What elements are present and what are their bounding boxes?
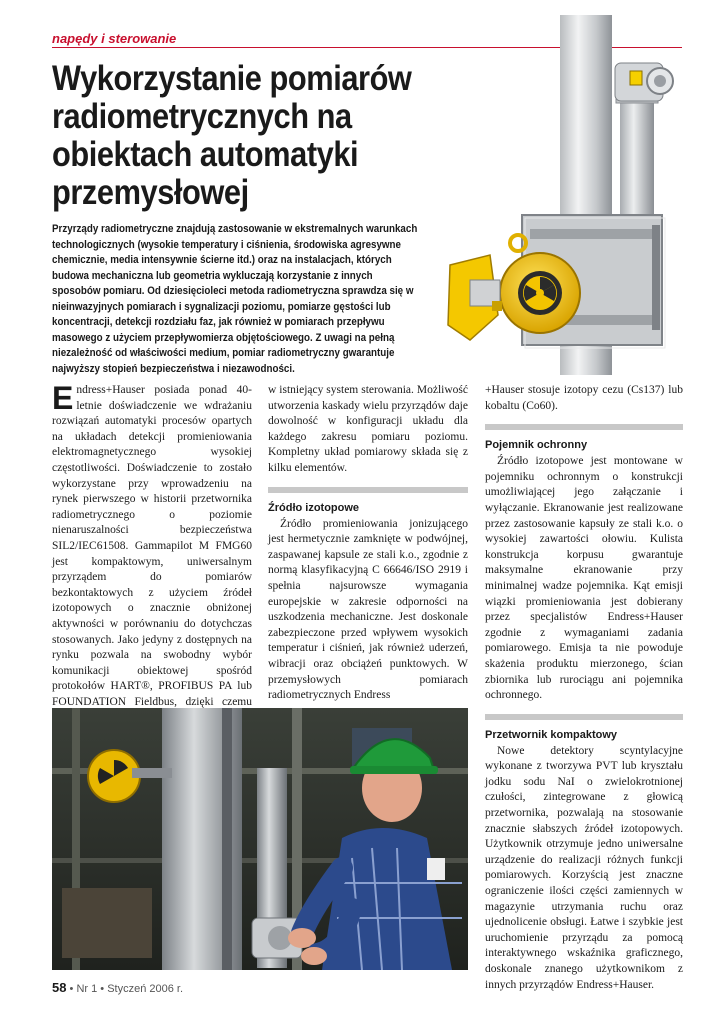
- page-number: 58: [52, 980, 67, 995]
- heading-zrodlo-izotopowe: Źródło izotopowe: [268, 487, 468, 515]
- drop-cap: E: [52, 380, 74, 416]
- zrodlo-izotopowe-text-part-2: +Hauser stosuje izotopy cezu (Cs137) lub kobaltu (Co60).: [485, 384, 683, 412]
- article-title: Wykorzystanie pomiarów radiometrycznych na obiektach automatyki przemysłowej: [52, 59, 412, 212]
- installation-photo: [52, 708, 468, 970]
- zrodlo-izotopowe-text-part-1: Źródło promieniowania jonizującego jest hermetycznie zamknięte w podwójnej, zaspawanej kapsule ze stali k.o., zgodnie z normą klasyfikacyjną C 66646/ISO 2919 i spełnia najsurowsze wymagania europejskie w zakresie odporności na uszkodzenia mechaniczne. Jest doskonale zabezpieczone przed wpływem wysokich temperatur i ciśnień, jak również uderzeń, wibracji oraz obciążeń punktowych. W przemysłowych pomiarach radiometrycznych Endress: [268, 517, 468, 702]
- column-1: [52, 380, 252, 726]
- section-label: napędy i sterowanie: [52, 31, 177, 46]
- hero-illustration: [430, 15, 720, 375]
- pojemnik-ochronny-text: Źródło izotopowe jest montowane w pojemniku ochronnym o konstrukcji umożliwiającej jego załączanie i wyłączanie. Ekranowanie jest realizowane przez zastosowanie kapsuły ze stali k.o. o wysokiej zawartości ołowiu. Kulista konstrukcja korpusu gwarantuje maksymalne ekranowanie przy minimalnej wadze pojemnika. Kąt emisji wiązki promieniowania jest dobierany przez specjalistów Endress+Hauser zgodnie z wymaganiami zadania pomiarowego. Emisja ta nie powoduje skażenia produktu mierzonego, ścian zbiornika lub rurociągu ani pojemnika ochronnego.: [485, 455, 683, 702]
- issue-number: Nr 1: [76, 983, 98, 995]
- separator-bullet: •: [69, 983, 74, 995]
- separator-bullet: •: [100, 983, 105, 995]
- intro-text-part-2: w istniejący system sterowania. Możliwość utworzenia kaskady wielu przyrządów daje dowolność w konfiguracji układu dla każdego zakresu pomiaru poziomu. Kompletny układ pomiarowy składa się z kilku elementów.: [268, 384, 468, 474]
- heading-przetwornik-kompaktowy: Przetwornik kompaktowy: [485, 714, 683, 742]
- body-paragraph-intro: [52, 380, 252, 726]
- page-footer: [52, 980, 183, 995]
- intro-text-part-1: ndress+Hauser posiada ponad 40-letnie doświadczenie we wdrażaniu rozwiązań automatyki procesów opartych na układach detekcji promieniowania elektromagnetycznego wysokiej częstotliwości. Doświadczenie to zostało wykorzystane przy wprowadzeniu na rynek pierwszego w historii przetwornika radiometrycznego o poziomie nienaruszalności bezpieczeństwa SIL2/IEC61508. Gammapilot M FMG60 jest kompaktowym, uniwersalnym przyrządem do pomiarów bezkontaktowych z użyciem źródeł izotopowych o znacznie obniżonej aktywności w porównaniu do dotychczas stosowanych. Jako jedyny z dostępnych na rynku pozwala na swobodny wybór komunikacji obiektowej spośród protokołów HART®, PROFIBUS PA lub FOUNDATION Fieldbus, dzięki czemu: [52, 384, 252, 708]
- column-2: [268, 383, 468, 704]
- issue-date: Styczeń 2006 r.: [107, 983, 184, 995]
- przetwornik-kompaktowy-text: Nowe detektory scyntylacyjne wykonane z tworzywa PVT lub kryształu jodku sodu NaI o zwielokrotnionej czułości, zintegrowane z głowicą przetwornika, pozwalają na stosowanie znacznie słabszych źródeł izotopowych. Użytkownik otrzymuje jedno uniwersalne urządzenie do realizacji różnych funkcji pomiarowych. Korzyścią jest znaczne ograniczenie ilości części zamiennych w magazynie utrzymania ruchu oraz ujednolicenie obsługi. Łatwe i szybkie jest uruchomienie przyrządu za pomocą interaktywnego wskaźnika graficznego, doskonale znanego użytkownikom z innych przyrządów Endress+Hauser.: [485, 744, 683, 991]
- column-3: [485, 383, 683, 993]
- lead-paragraph: Przyrządy radiometryczne znajdują zastosowanie w ekstremalnych warunkach technologicznych (wysokie temperatury i ciśnienia, środowiska agresywne chemicznie, media intensywnie ścierne itd.) oraz na instalacjach, których budowa mechaniczna lub geometria wykluczają korzystanie z innych sposobów pomiaru. Od dziesięcioleci metoda radiometryczna sprawdza się w nieinwazyjnych pomiarach i sygnalizacji poziomu, pomiarze gęstości lub koncentracji, detekcji rozdziału faz, jak również w pomiarach przepływu masowego z użyciem przepływomierza objętościowego. Z uwagi na pełną niezależność od właściwości medium, pomiar radiometryczny gwarantuje najwyższy stopień bezpieczeństwa i niezawodności.: [52, 223, 418, 375]
- heading-pojemnik-ochronny: Pojemnik ochronny: [485, 424, 683, 452]
